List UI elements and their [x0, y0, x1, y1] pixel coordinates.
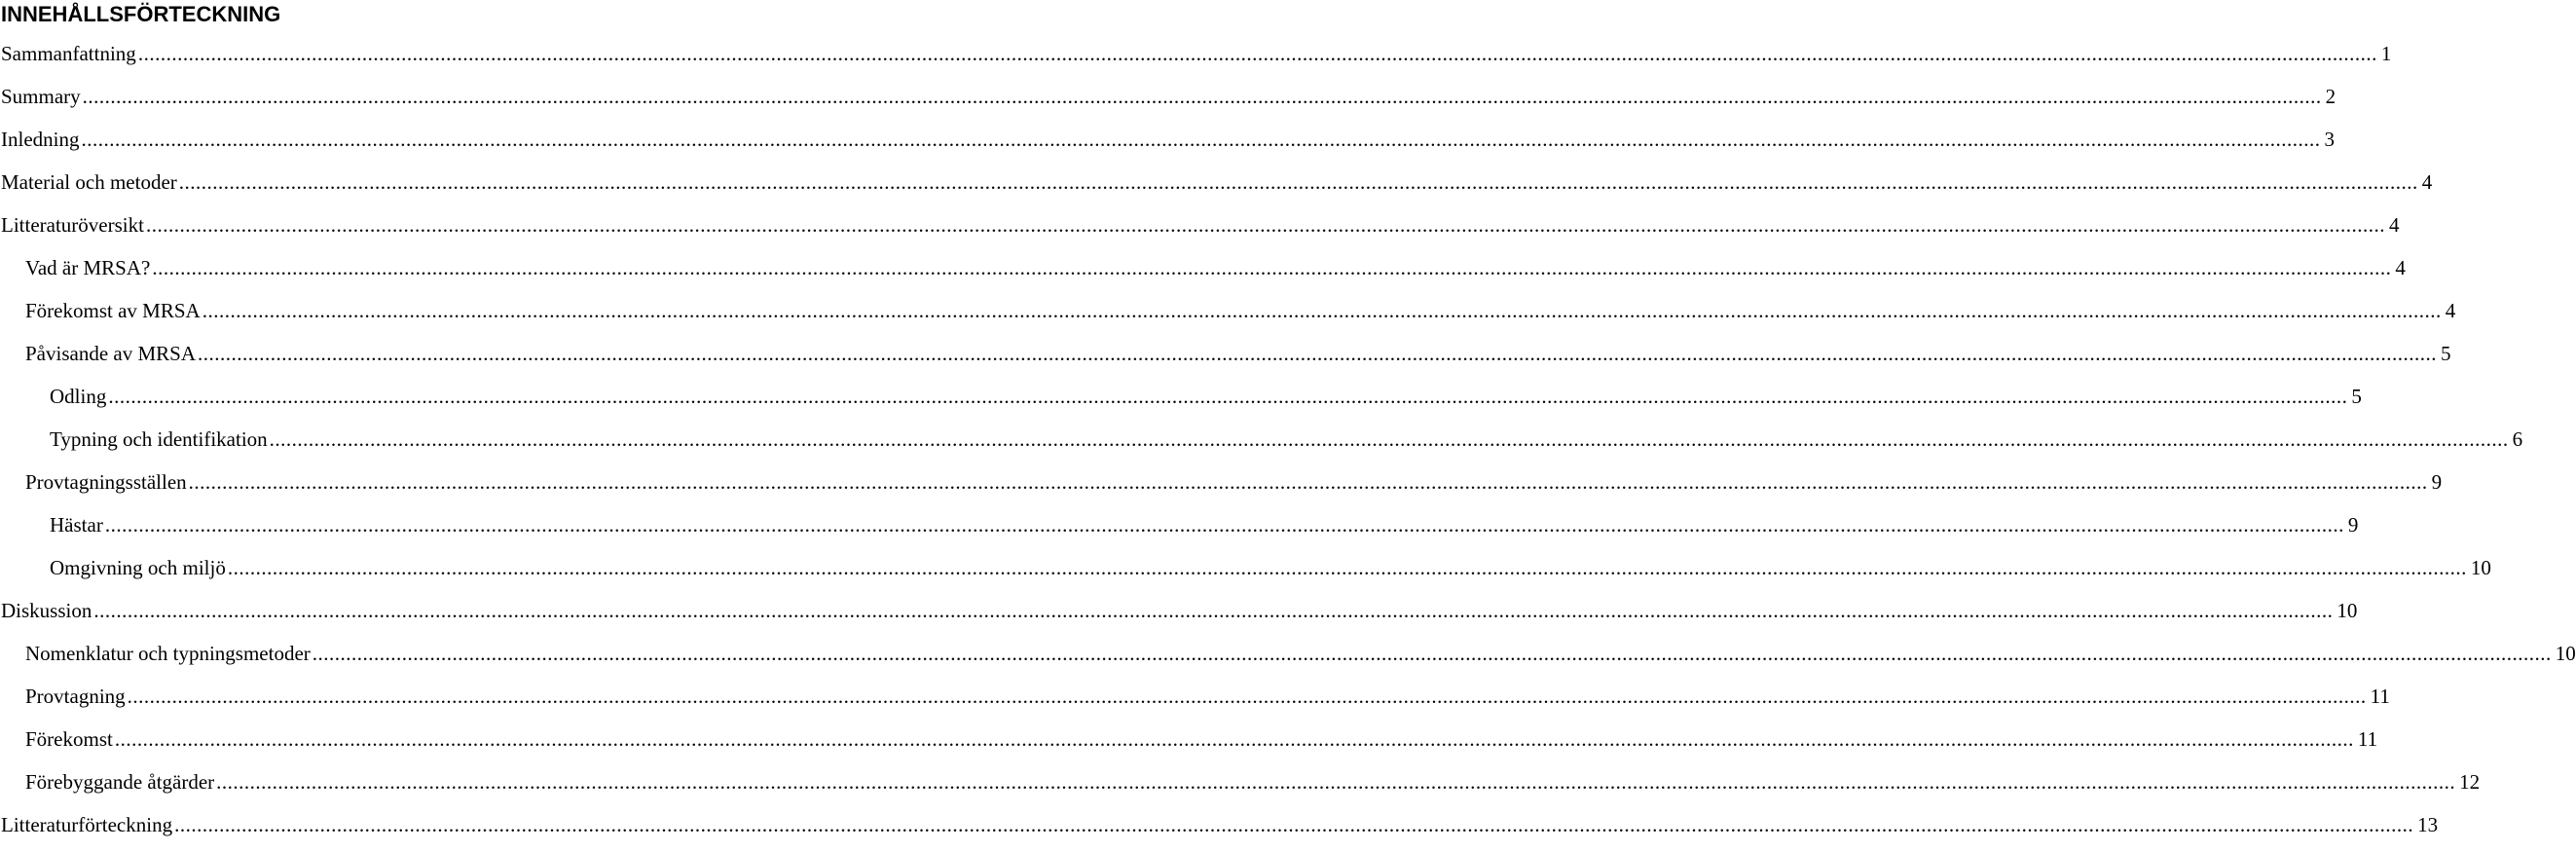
toc-dot-leader: ................................................................................................................................................................................................................................................................................................................................................................................................................: [202, 299, 2442, 322]
toc-entry[interactable]: [50, 501, 2359, 537]
toc-entry-title: Förekomst av MRSA: [25, 299, 201, 322]
toc-entry-page-number: 4: [2445, 299, 2456, 322]
toc-dot-leader: ................................................................................................................................................................................................................................................................................................................................................................................................................: [312, 642, 2552, 665]
toc-entry[interactable]: [25, 716, 2378, 751]
toc-dot-leader: ................................................................................................................................................................................................................................................................................................................................................................................................................: [152, 256, 2392, 279]
toc-entry[interactable]: [1, 801, 2439, 836]
toc-entry-page-number: 12: [2459, 770, 2481, 794]
toc-entry-page-number: 5: [2351, 385, 2362, 408]
toc-entry-title: Summary: [1, 85, 81, 108]
toc-entry-page-number: 1: [2380, 42, 2392, 65]
toc-dot-leader: ................................................................................................................................................................................................................................................................................................................................................................................................................: [198, 342, 2437, 365]
toc-entry[interactable]: [1, 30, 2392, 65]
toc-entry-page-number: 4: [2395, 256, 2406, 279]
toc-dot-leader: ................................................................................................................................................................................................................................................................................................................................................................................................................: [81, 128, 2321, 151]
toc-entry[interactable]: [1, 587, 2358, 622]
toc-entry[interactable]: [1, 73, 2337, 108]
toc-entry-page-number: 9: [2347, 513, 2359, 537]
toc-dot-leader: ................................................................................................................................................................................................................................................................................................................................................................................................................: [145, 213, 2385, 237]
toc-dot-leader: ................................................................................................................................................................................................................................................................................................................................................................................................................: [188, 470, 2428, 494]
toc-dot-leader: ................................................................................................................................................................................................................................................................................................................................................................................................................: [216, 770, 2456, 794]
toc-entry-title: Litteraturöversikt: [1, 213, 144, 237]
toc-dot-leader: ................................................................................................................................................................................................................................................................................................................................................................................................................: [104, 513, 2344, 537]
toc-entry-title: Nomenklatur och typningsmetoder: [25, 642, 311, 665]
toc-heading: INNEHÅLLSFÖRTECKNING: [1, 2, 281, 26]
toc-entry-title: Sammanfattning: [1, 42, 136, 65]
toc-entry-page-number: 5: [2441, 342, 2451, 365]
toc-entry-title: Material och metoder: [1, 170, 177, 194]
toc-entry-title: Påvisande av MRSA: [25, 342, 196, 365]
toc-entry-title: Odling: [50, 385, 107, 408]
toc-entry-title: Förebyggande åtgärder: [25, 770, 215, 794]
toc-entry[interactable]: [1, 116, 2335, 151]
toc-entry-page-number: 9: [2431, 470, 2443, 494]
toc-entry-page-number: 2: [2325, 85, 2337, 108]
toc-entry-title: Förekomst: [25, 727, 113, 751]
toc-entry-title: Diskussion: [1, 599, 92, 622]
toc-dot-leader: ................................................................................................................................................................................................................................................................................................................................................................................................................: [127, 685, 2367, 708]
toc-dot-leader: ................................................................................................................................................................................................................................................................................................................................................................................................................: [108, 385, 2348, 408]
toc-entry[interactable]: [25, 759, 2481, 794]
toc-entry[interactable]: [1, 202, 2400, 237]
toc-entry-page-number: 11: [2357, 727, 2378, 751]
toc-entry-title: Litteraturförteckning: [1, 813, 173, 836]
toc-entry-title: Provtagning: [25, 685, 126, 708]
toc-entry[interactable]: [25, 330, 2451, 365]
toc-entry-page-number: 13: [2417, 813, 2439, 836]
toc-entry[interactable]: [25, 459, 2443, 494]
toc-dot-leader: ................................................................................................................................................................................................................................................................................................................................................................................................................: [227, 556, 2467, 579]
toc-entry[interactable]: [50, 544, 2491, 579]
toc-dot-leader: ................................................................................................................................................................................................................................................................................................................................................................................................................: [174, 813, 2414, 836]
toc-entry-page-number: 10: [2337, 599, 2358, 622]
toc-entry-title: Hästar: [50, 513, 103, 537]
toc-entry-page-number: 4: [2421, 170, 2433, 194]
toc-entry[interactable]: [25, 244, 2406, 279]
toc-entry-page-number: 10: [2555, 642, 2576, 665]
toc-entry-title: Vad är MRSA?: [25, 256, 151, 279]
toc-entry-page-number: 6: [2512, 427, 2523, 451]
toc-entry-title: Typning och identifikation: [50, 427, 268, 451]
toc-entry[interactable]: [50, 373, 2362, 408]
toc-dot-leader: ................................................................................................................................................................................................................................................................................................................................................................................................................: [82, 85, 2322, 108]
toc-entry-page-number: 11: [2370, 685, 2390, 708]
toc-entry-page-number: 4: [2388, 213, 2400, 237]
toc-entry[interactable]: [50, 416, 2523, 451]
toc-entry[interactable]: [1, 159, 2433, 194]
toc-entry[interactable]: [25, 287, 2456, 322]
toc-entry-title: Omgivning och miljö: [50, 556, 226, 579]
toc-entry-page-number: 10: [2470, 556, 2491, 579]
toc-entry-title: Provtagningsställen: [25, 470, 187, 494]
toc-entry[interactable]: [25, 630, 2576, 665]
toc-entry-page-number: 3: [2324, 128, 2335, 151]
toc-entry-title: Inledning: [1, 128, 80, 151]
toc-dot-leader: ................................................................................................................................................................................................................................................................................................................................................................................................................: [137, 42, 2377, 65]
toc-dot-leader: ................................................................................................................................................................................................................................................................................................................................................................................................................: [114, 727, 2354, 751]
toc-entry[interactable]: [25, 673, 2390, 708]
toc-dot-leader: ................................................................................................................................................................................................................................................................................................................................................................................................................: [269, 427, 2509, 451]
toc-dot-leader: ................................................................................................................................................................................................................................................................................................................................................................................................................: [178, 170, 2418, 194]
toc-dot-leader: ................................................................................................................................................................................................................................................................................................................................................................................................................: [93, 599, 2334, 622]
